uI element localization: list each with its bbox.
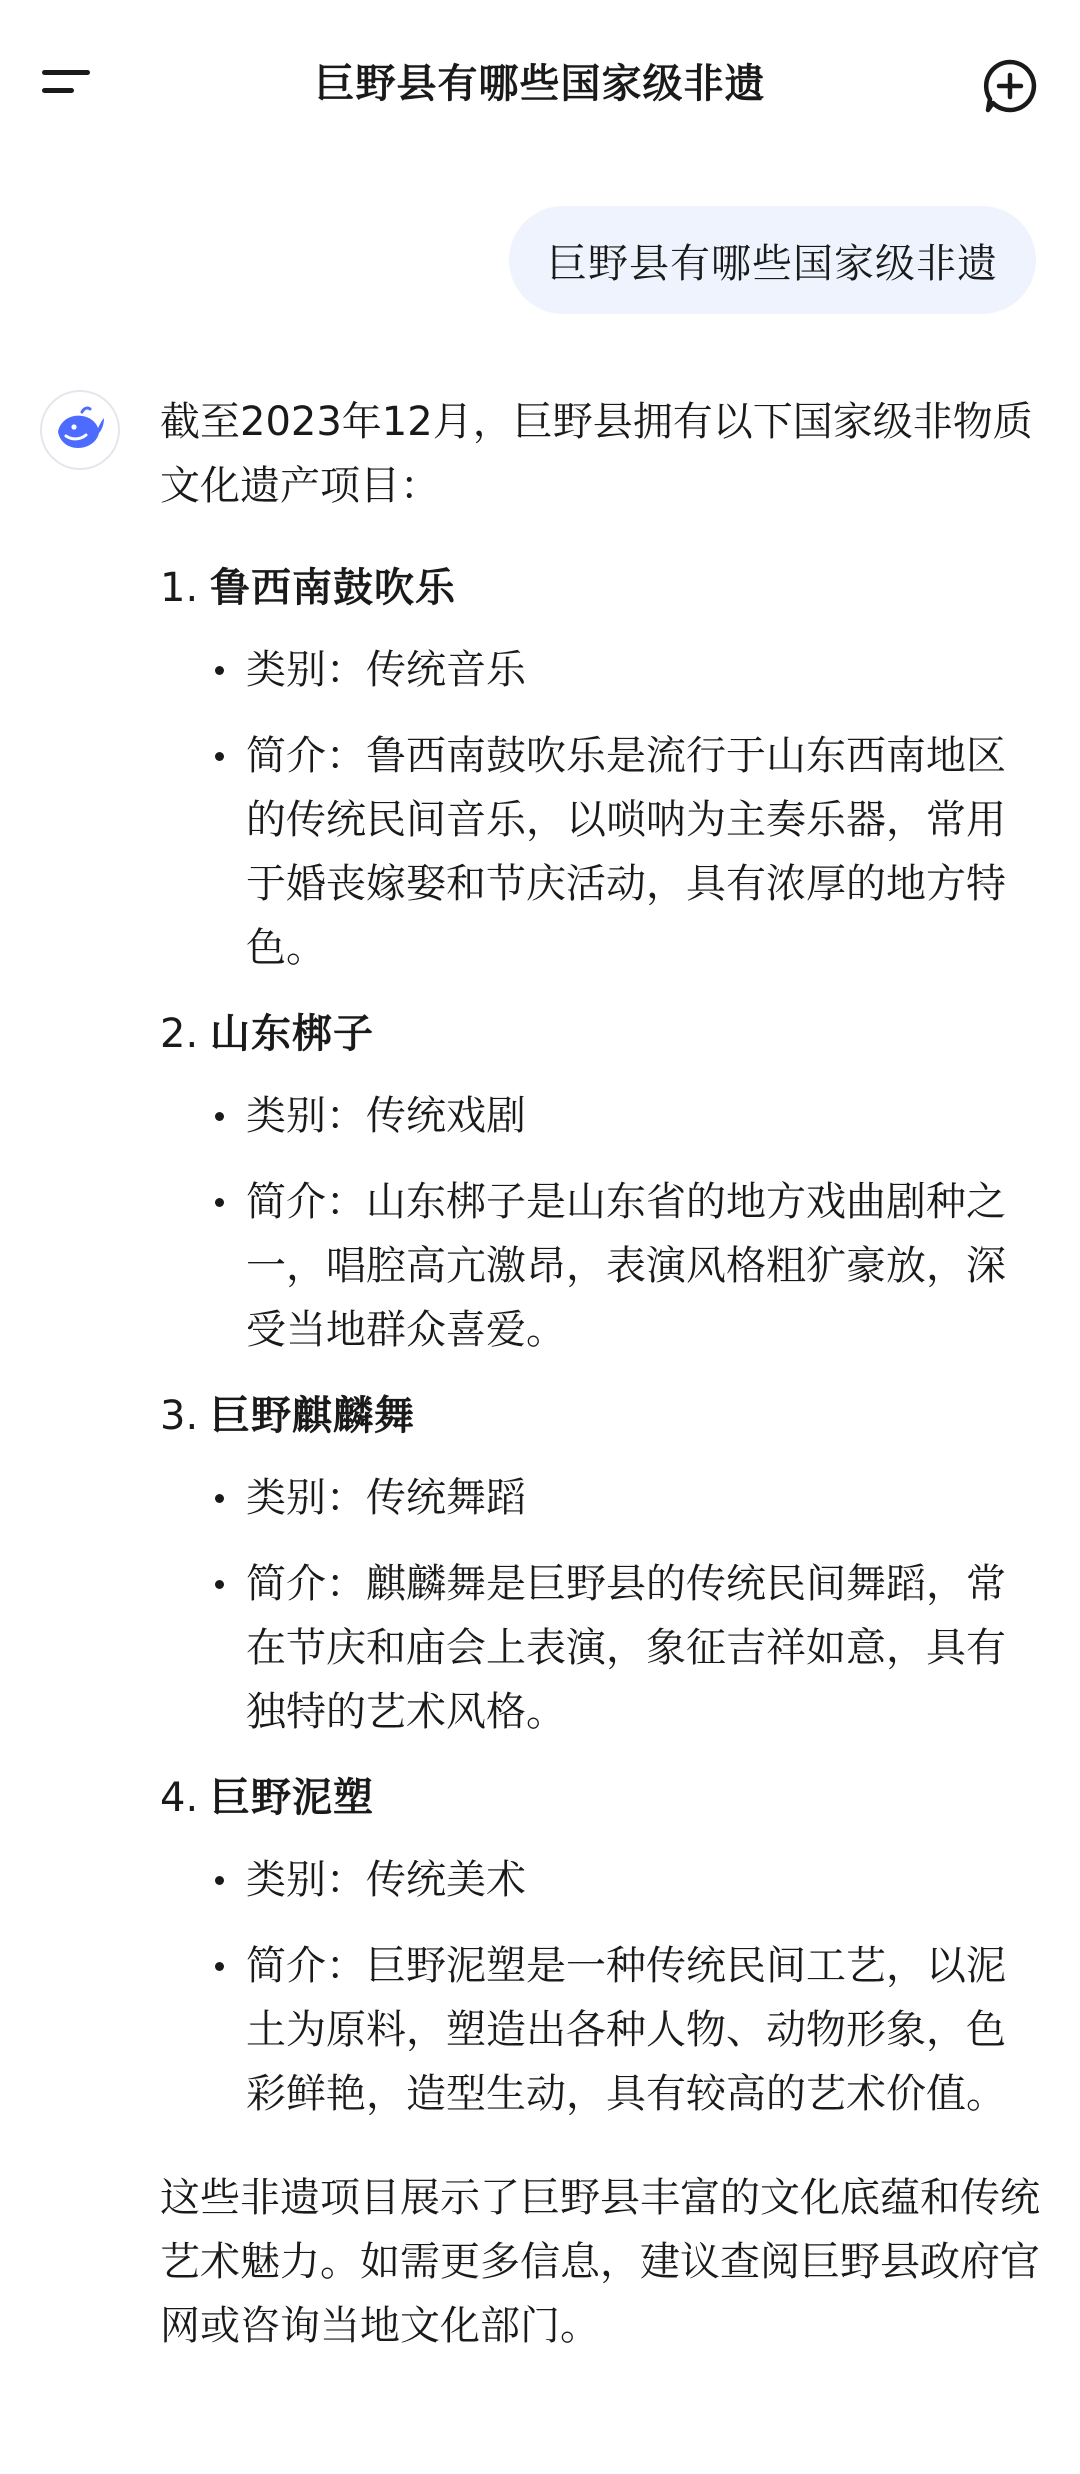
item-title: 山东梆子 (210, 1011, 374, 1057)
item-heading (160, 1384, 1040, 1448)
item-number: 1. (160, 565, 199, 611)
item-number: 3. (160, 1393, 199, 1439)
item-number: 4. (160, 1775, 199, 1821)
page-title: 巨野县有哪些国家级非遗 (314, 61, 766, 107)
item-details (160, 638, 1040, 980)
whale-logo-icon (52, 402, 108, 458)
item-intro: 简介：山东梆子是山东省的地方戏曲剧种之一，唱腔高亢激昂，表演风格粗犷豪放，深受当地群众喜爱。 (160, 1170, 1040, 1362)
item-title: 巨野泥塑 (210, 1775, 374, 1821)
heritage-item (160, 1766, 1040, 2126)
item-title: 巨野麒麟舞 (210, 1393, 415, 1439)
item-details (160, 1848, 1040, 2126)
item-details (160, 1466, 1040, 1744)
item-category: 类别：传统舞蹈 (160, 1466, 1040, 1530)
item-category: 类别：传统戏剧 (160, 1084, 1040, 1148)
item-title: 鲁西南鼓吹乐 (210, 565, 456, 611)
item-intro: 简介：鲁西南鼓吹乐是流行于山东西南地区的传统民间音乐，以唢呐为主奏乐器，常用于婚丧嫁娶和节庆活动，具有浓厚的地方特色。 (160, 724, 1040, 980)
item-category: 类别：传统音乐 (160, 638, 1040, 702)
item-details (160, 1084, 1040, 1362)
heritage-item (160, 556, 1040, 980)
answer-intro: 截至2023年12月，巨野县拥有以下国家级非物质文化遗产项目： (160, 399, 1033, 509)
item-heading (160, 1766, 1040, 1830)
user-message-bubble[interactable]: 巨野县有哪些国家级非遗 (509, 206, 1036, 314)
new-chat-icon (980, 56, 1040, 116)
item-intro: 简介：巨野泥塑是一种传统民间工艺，以泥土为原料，塑造出各种人物、动物形象，色彩鲜艳，造型生动，具有较高的艺术价值。 (160, 1934, 1040, 2126)
heritage-item (160, 1002, 1040, 1362)
item-number: 2. (160, 1011, 199, 1057)
assistant-avatar (40, 390, 120, 470)
assistant-answer (160, 390, 1040, 2358)
app-header (0, 0, 1080, 160)
new-chat-button[interactable] (980, 56, 1040, 116)
heritage-item (160, 1384, 1040, 1744)
item-category: 类别：传统美术 (160, 1848, 1040, 1912)
item-heading (160, 556, 1040, 620)
item-heading (160, 1002, 1040, 1066)
item-intro: 简介：麒麟舞是巨野县的传统民间舞蹈，常在节庆和庙会上表演，象征吉祥如意，具有独特的艺术风格。 (160, 1552, 1040, 1744)
answer-outro: 这些非遗项目展示了巨野县丰富的文化底蕴和传统艺术魅力。如需更多信息，建议查阅巨野县政府官网或咨询当地文化部门。 (160, 2175, 1040, 2349)
